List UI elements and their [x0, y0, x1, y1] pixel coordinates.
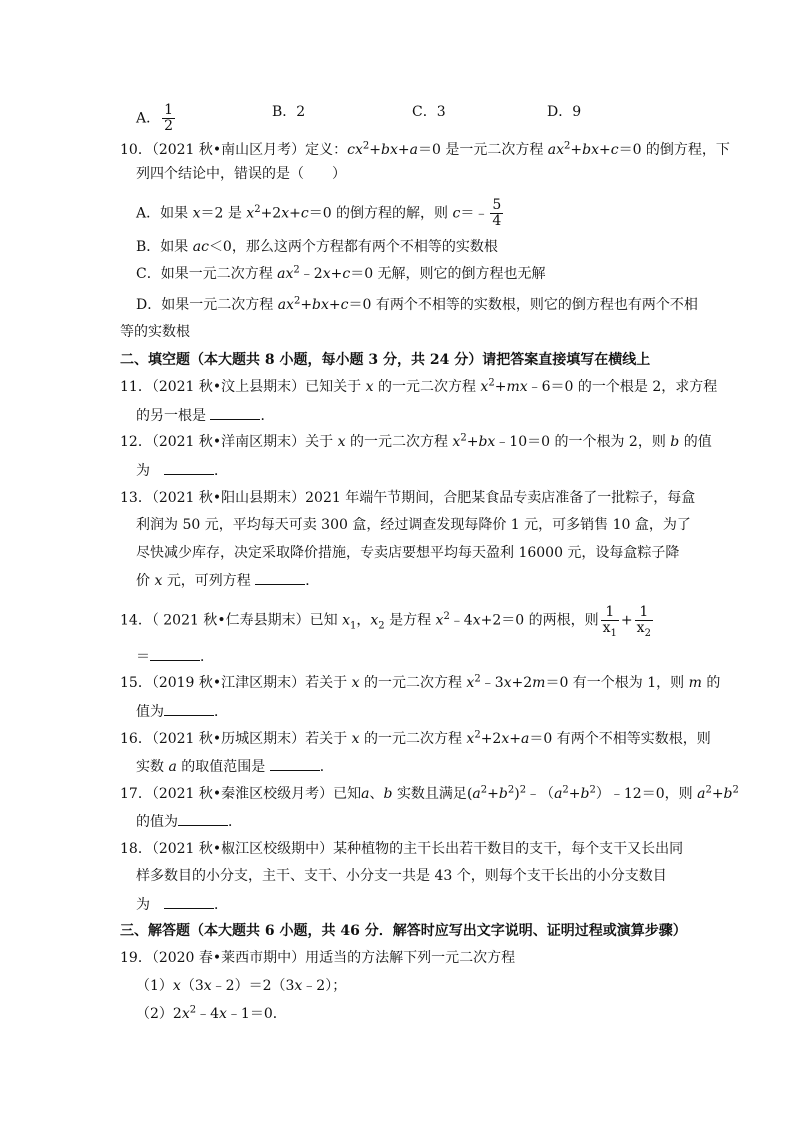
q18-line-2: 样多数目的小分支，主干、支干、小分支一共是 43 个，则每个支干长出的小分支数目 — [136, 868, 667, 884]
q19-part-2: $(2)2x^2﹣4x﹣1=0$． — [136, 1004, 287, 1022]
q13-line-1: 13．（2021 秋•阳山县期末）2021 年端午节期间，合肥某食品专卖店准备了一批粽子，每盒 — [120, 490, 696, 506]
q10-option-d: D．如果一元二次方程 $ax^2+bx+c=0$ 有两个不相等的实数根，则它的倒方程也有两个不相 — [136, 295, 698, 313]
q13-line-2: 利润为 50 元，平均每天可卖 300 盒，经过调查发现每降价 1 元，可多销售 10 盒，为了 — [136, 517, 691, 533]
q19-line-1: 19．（2020 春•莱西市期中）用适当的方法解下列一元二次方程 — [120, 950, 516, 966]
q17-line-1: 17．（2021 秋•秦淮区校级月考）已知a、b 实数且满足$(a^2+b^2)^2﹣(a^2+b^2)﹣12=0$，则 $a^2+b^2$ — [120, 784, 739, 802]
q15-line-2: 值为 ． — [136, 701, 228, 722]
fraction: $\frac{5}{4}$ — [492, 197, 502, 229]
q10-option-b: B．如果 ac＜0，那么这两个方程都有两个不相等的实数根 — [136, 239, 498, 255]
answer-blank[interactable] — [178, 811, 228, 826]
fraction: $\frac{1}{x_2}$ — [636, 604, 651, 639]
q10-option-a: A．如果 x＝2 是 $x^2+2x+c=0$ 的倒方程的解，则 c＝﹣ $\frac{5}{4}$ — [136, 197, 502, 229]
q9-option-b: B．2 — [272, 104, 306, 120]
answer-blank[interactable] — [150, 646, 200, 661]
answer-blank[interactable] — [255, 570, 305, 585]
q10-option-d-cont: 等的实数根 — [120, 324, 190, 340]
q9-option-c: C．3 — [412, 104, 446, 120]
answer-blank[interactable] — [210, 405, 260, 420]
q16-line-2: 实数 a 的取值范围是 ． — [136, 756, 334, 777]
q11-line-2: 的另一根是 ． — [136, 405, 274, 426]
q10-option-c: C．如果一元二次方程 $ax^2﹣2x+c=0$ 无解，则它的倒方程也无解 — [136, 264, 546, 282]
fraction: $\frac{1}{2}$ — [164, 102, 174, 134]
q13-line-3: 尽快减少库存，决定采取降价措施，专卖店要想平均每天盈利 16000 元，设每盒粽子降 — [136, 545, 680, 561]
q12-line-1: 12．（2021 秋•洋南区期末）关于 x 的一元二次方程 $x^2+bx﹣10=0$ 的一个根为 2，则 b 的值 — [120, 432, 712, 450]
q10-line-1: 10．（2021 秋•南山区月考）定义：$cx^2+bx+a=0$ 是一元二次方程 $ax^2+bx+c=0$ 的倒方程，下 — [120, 140, 730, 158]
answer-blank[interactable] — [270, 756, 320, 771]
section-3-heading: 三、解答题（本大题共 6 小题，共 46 分．解答时应写出文字说明、证明过程或演算步骤） — [120, 923, 687, 939]
q9-option-a: A． $\frac{1}{2}$ — [136, 102, 174, 134]
answer-blank[interactable] — [164, 460, 214, 475]
section-2-heading: 二、填空题（本大题共 8 小题，每小题 3 分，共 24 分）请把答案直接填写在横线上 — [120, 352, 651, 368]
answer-blank[interactable] — [164, 894, 214, 909]
q16-line-1: 16．（2021 秋•历城区期末）若关于 x 的一元二次方程 $x^2+2x+a=0$ 有两个不相等实数根，则 — [120, 729, 711, 747]
q15-line-1: 15．（2019 秋•江津区期末）若关于 x 的一元二次方程 $x^2﹣3x+2m=0$ 有一个根为 1，则 m 的 — [120, 673, 721, 691]
q14-line-2: ＝ ． — [136, 646, 214, 667]
q12-line-2: 为 ． — [136, 460, 228, 481]
q13-line-4: 价 x 元，可列方程 ． — [136, 570, 319, 591]
q10-line-2: 列四个结论中，错误的是（ ） — [136, 166, 346, 182]
q11-line-1: 11．（2021 秋•汶上县期末）已知关于 x 的一元二次方程 $x^2+mx﹣6=0$ 的一个根是 2，求方程 — [120, 377, 718, 395]
q14-line-1: 14．（ 2021 秋•仁寿县期末）已知 $x_1$，$x_2$ 是方程 $x^2﹣4x+2=0$ 的两根，则 $\frac{1}{x_1}$ + $\frac{1}{x_2}$ — [120, 604, 651, 639]
q18-line-3: 为 ． — [136, 894, 228, 915]
q18-line-1: 18．（2021 秋•椒江区校级期中）某种植物的主干长出若干数目的支干，每个支干又长出同 — [120, 841, 684, 857]
fraction: $\frac{1}{x_1}$ — [602, 604, 617, 639]
q17-line-2: 的值为 ． — [136, 811, 242, 832]
q9-option-d: D．9 — [547, 104, 582, 120]
q19-part-1: （1）x（3x﹣2）＝2（3x﹣2）； — [136, 978, 347, 994]
answer-blank[interactable] — [164, 701, 214, 716]
